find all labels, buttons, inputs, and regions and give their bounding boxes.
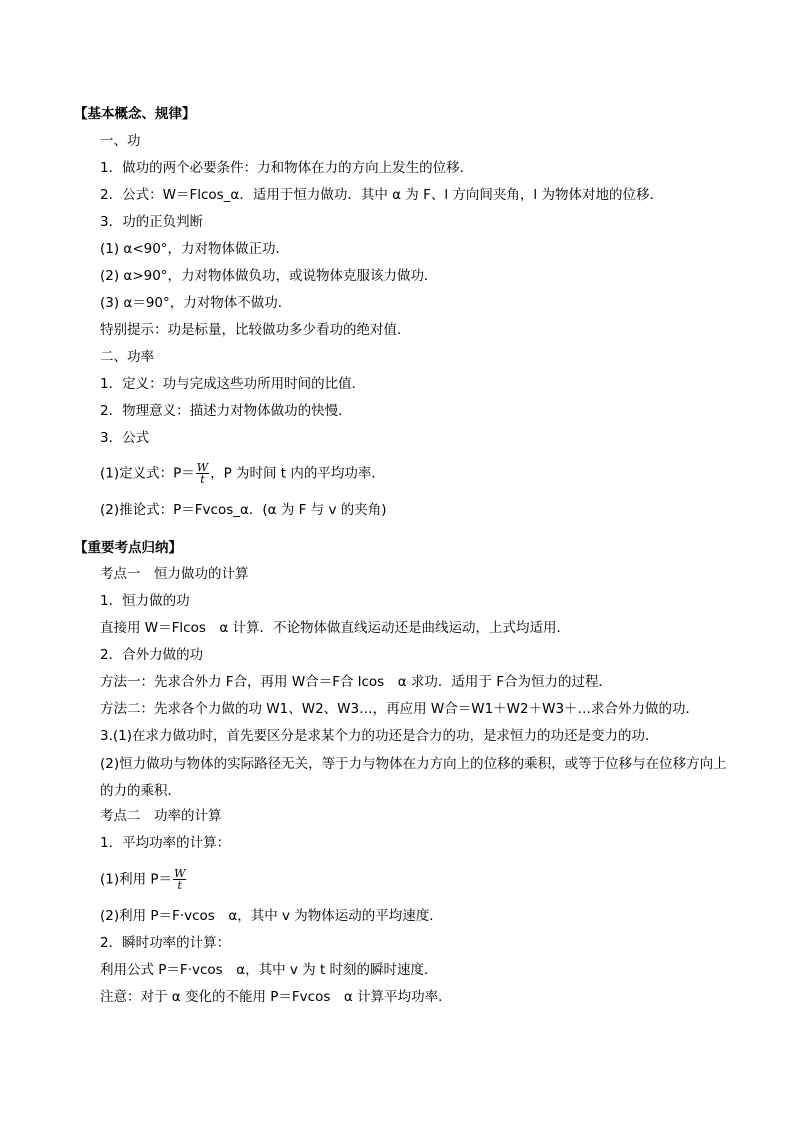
work-sign-title: 3．功的正负判断 — [100, 214, 204, 230]
average-power-title: 1．平均功率的计算： — [100, 835, 231, 851]
point2-title: 考点二 功率的计算 — [100, 808, 222, 824]
constant-force-title: 1．恒力做的功 — [100, 593, 190, 609]
section-key-points: 【重要考点归纳】 — [74, 540, 182, 556]
distinguish-note: 3.(1)在求力做功时，首先要区分是求某个力的功还是合力的功，是求恒力的功还是变力的功． — [100, 728, 659, 744]
use1-prefix: (1)利用 P＝ — [100, 871, 173, 888]
power-note: 注意：对于 α 变化的不能用 P＝Fvcos α 计算平均功率． — [100, 989, 452, 1005]
work-case-negative: (2) α>90°，力对物体做负功，或说物体克服该力做功． — [100, 268, 438, 284]
special-tip: 特别提示：功是标量，比较做功多少看功的绝对值． — [100, 322, 411, 338]
def-suffix: ，P 为时间 t 内的平均功率． — [210, 465, 385, 482]
fraction-w-over-t — [196, 462, 209, 485]
fraction-denominator: t — [200, 473, 205, 486]
power-meaning: 2．物理意义：描述力对物体做功的快慢． — [100, 403, 352, 419]
def-prefix: (1)定义式：P＝ — [100, 465, 195, 482]
work-formula-line — [100, 185, 663, 205]
heading-work: 一、功 — [100, 133, 141, 149]
instant-power-title: 2．瞬时功率的计算： — [100, 935, 231, 951]
path-independence: (2)恒力做功与物体的实际路径无关，等于力与物体在力方向上的位移的乘积，或等于位移与在位移方向上的力的乘积． — [100, 756, 727, 799]
method-two: 方法二：先求各个力做的功 W1、W2、W3…，再应用 W合＝W1＋W2＋W3＋…求合外力做的功． — [100, 701, 700, 717]
section-basic-concepts: 【基本概念、规律】 — [74, 106, 196, 122]
fraction-denominator-2: t — [177, 879, 182, 892]
power-definition: 1．定义：功与完成这些功所用时间的比值． — [100, 376, 366, 392]
point1-title: 考点一 恒力做功的计算 — [100, 566, 249, 582]
average-power-formula-1 — [100, 868, 187, 891]
power-derived-formula: (2)推论式：P＝Fvcos_α．(α 为 F 与 v 的夹角) — [100, 502, 387, 518]
work-case-positive: (1) α<90°，力对物体做正功． — [100, 241, 290, 257]
fraction-numerator: W — [196, 461, 209, 474]
fraction-w-over-t-2 — [173, 868, 186, 891]
work-condition: 1．做功的两个必要条件：力和物体在力的方向上发生的位移． — [100, 160, 474, 176]
work-formula-prefix: 2．公式： — [100, 187, 163, 203]
work-case-zero: (3) α＝90°，力对物体不做功． — [100, 295, 292, 311]
power-definition-formula — [100, 462, 385, 485]
heading-power: 二、功率 — [100, 349, 154, 365]
average-power-formula-2: (2)利用 P＝F·vcos α，其中 v 为物体运动的平均速度． — [100, 908, 443, 924]
instant-power-formula: 利用公式 P＝F·vcos α，其中 v 为 t 时刻的瞬时速度． — [100, 962, 438, 978]
work-formula-rest: ．适用于恒力做功．其中 α 为 F、l 方向间夹角，l 为物体对地的位移． — [239, 187, 663, 203]
net-force-title: 2．合外力做的功 — [100, 647, 204, 663]
fraction-numerator-2: W — [174, 867, 186, 880]
method-one: 方法一：先求合外力 F合，再用 W合＝F合 lcos α 求功．适用于 F合为恒力的过程． — [100, 674, 612, 690]
work-formula: W＝Flcos_α — [162, 187, 240, 203]
power-formula-title: 3．公式 — [100, 430, 150, 446]
constant-force-text: 直接用 W＝Flcos α 计算．不论物体做直线运动还是曲线运动，上式均适用． — [100, 620, 571, 636]
